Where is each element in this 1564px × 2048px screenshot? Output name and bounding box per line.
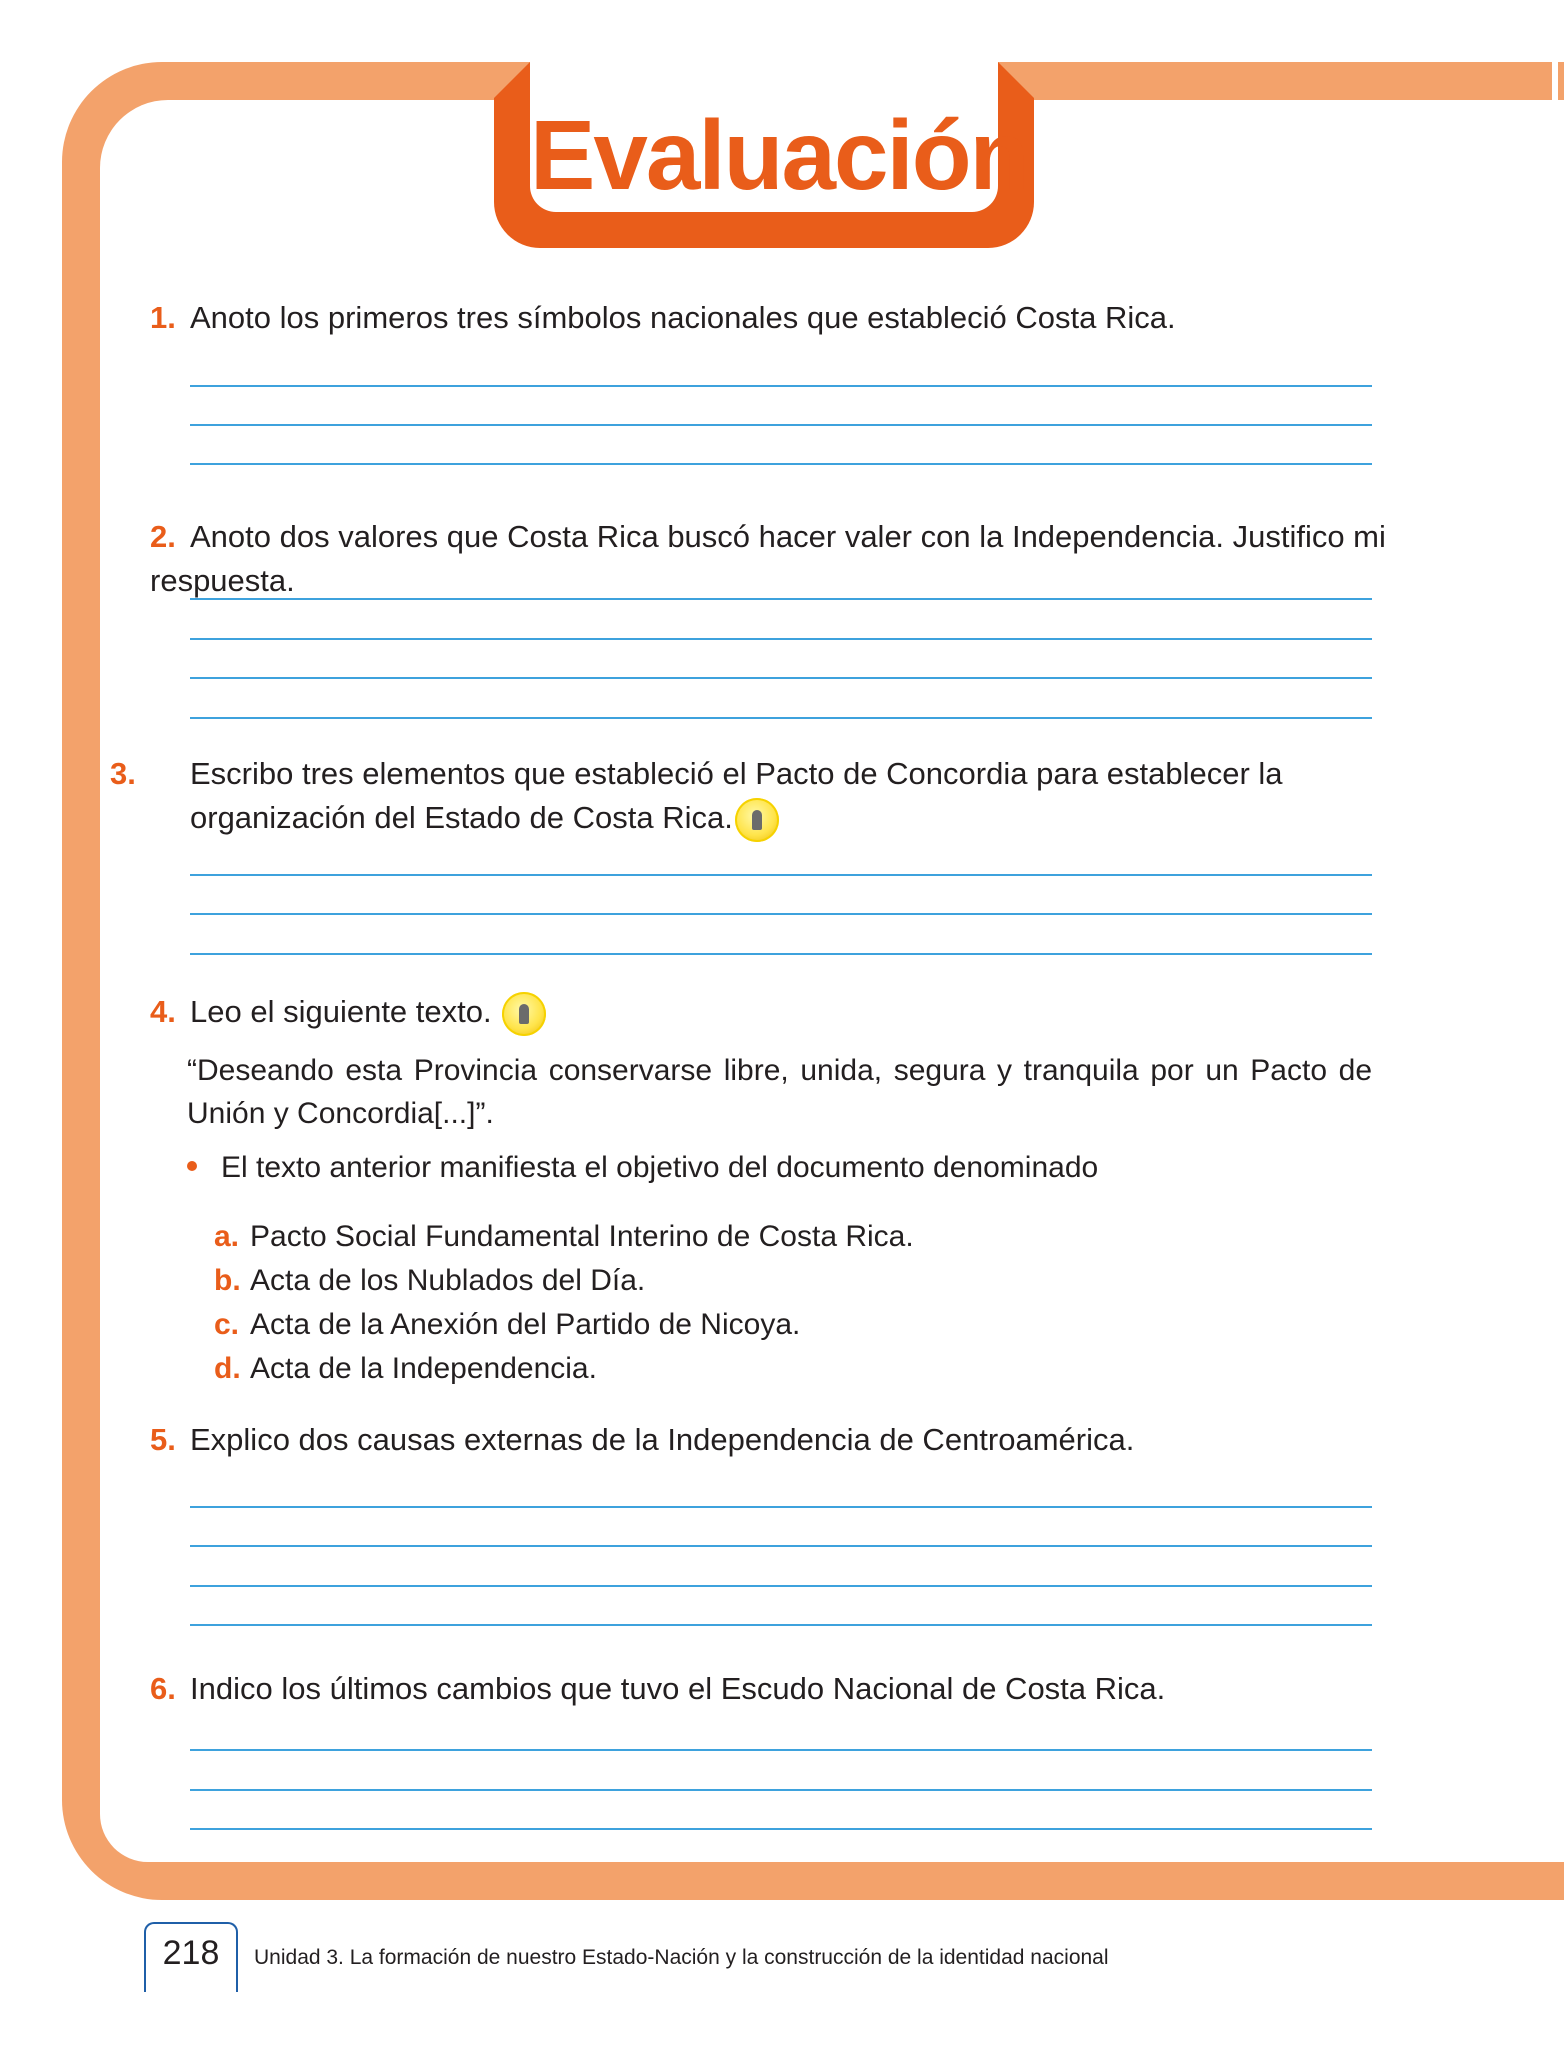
question-text: Explico dos causas externas de la Independencia de Centroamérica.	[190, 1422, 1135, 1457]
answer-line[interactable]	[190, 463, 1372, 465]
lightbulb-icon	[502, 992, 546, 1036]
option-letter: d.	[214, 1352, 241, 1385]
question-text: Escribo tres elementos que estableció el Pacto de Concordia para establecer la organización del Estado de Costa Rica.	[190, 756, 1283, 835]
question-number: 2.	[150, 519, 176, 554]
bullet-dot-icon	[187, 1161, 197, 1171]
question-text: Anoto los primeros tres símbolos nacionales que estableció Costa Rica.	[190, 300, 1176, 335]
title-tab-corner-left	[494, 62, 530, 98]
question-5	[150, 1418, 1420, 1462]
question-6	[150, 1667, 1420, 1711]
option-letter: c.	[214, 1308, 240, 1341]
answer-line[interactable]	[190, 1545, 1372, 1547]
option-text: Acta de la Anexión del Partido de Nicoya.	[250, 1308, 801, 1341]
answer-line[interactable]	[190, 1585, 1372, 1587]
answer-line[interactable]	[190, 953, 1372, 955]
question-number: 5.	[150, 1422, 176, 1457]
option-a[interactable]	[214, 1217, 914, 1257]
option-b[interactable]	[214, 1261, 645, 1301]
answer-line[interactable]	[190, 1789, 1372, 1791]
answer-line[interactable]	[190, 1749, 1372, 1751]
option-letter: a.	[214, 1220, 240, 1253]
answer-line[interactable]	[190, 1828, 1372, 1830]
question-number: 1.	[150, 300, 176, 335]
answer-line[interactable]	[190, 717, 1372, 719]
page-content-area	[100, 100, 1564, 1862]
question-text: Leo el siguiente texto.	[190, 994, 492, 1029]
answer-line[interactable]	[190, 1506, 1372, 1508]
answer-line[interactable]	[190, 424, 1372, 426]
question-number: 3.	[110, 756, 136, 791]
answer-line[interactable]	[190, 1624, 1372, 1626]
title-tab-corner-right	[998, 62, 1034, 98]
option-d[interactable]	[214, 1349, 597, 1389]
answer-line[interactable]	[190, 677, 1372, 679]
bullet-text: El texto anterior manifiesta el objetivo del documento denominado	[221, 1151, 1099, 1184]
answer-line[interactable]	[190, 638, 1372, 640]
question-number: 6.	[150, 1671, 176, 1706]
page-title: Evaluación	[530, 100, 1028, 210]
option-text: Acta de los Nublados del Día.	[250, 1264, 646, 1297]
option-text: Acta de la Independencia.	[250, 1352, 597, 1385]
footer-unit-text: Unidad 3. La formación de nuestro Estado-Nación y la construcción de la identidad nacional	[254, 1946, 1109, 1969]
answer-line[interactable]	[190, 874, 1372, 876]
option-text: Pacto Social Fundamental Interino de Costa Rica.	[250, 1220, 914, 1253]
answer-line[interactable]	[190, 598, 1372, 600]
quoted-text: “Deseando esta Provincia conservarse libre, unida, segura y tranquila por un Pacto de Unión y Concordia[...]”.	[187, 1054, 1372, 1130]
option-c[interactable]	[214, 1305, 800, 1345]
question-3	[110, 752, 1422, 842]
frame-divider	[1552, 62, 1558, 100]
question-4	[150, 990, 1420, 1036]
page-number: 218	[162, 1934, 220, 1972]
question-1	[150, 296, 1420, 340]
bullet-item	[187, 1148, 1098, 1188]
answer-line[interactable]	[190, 913, 1372, 915]
option-letter: b.	[214, 1264, 241, 1297]
question-text: Indico los últimos cambios que tuvo el Escudo Nacional de Costa Rica.	[190, 1671, 1166, 1706]
answer-line[interactable]	[190, 385, 1372, 387]
question-number: 4.	[150, 994, 176, 1029]
question-2	[150, 515, 1480, 603]
lightbulb-icon	[735, 798, 779, 842]
question-text: Anoto dos valores que Costa Rica buscó hacer valer con la Independencia. Justifico mi respuesta.	[150, 519, 1386, 598]
